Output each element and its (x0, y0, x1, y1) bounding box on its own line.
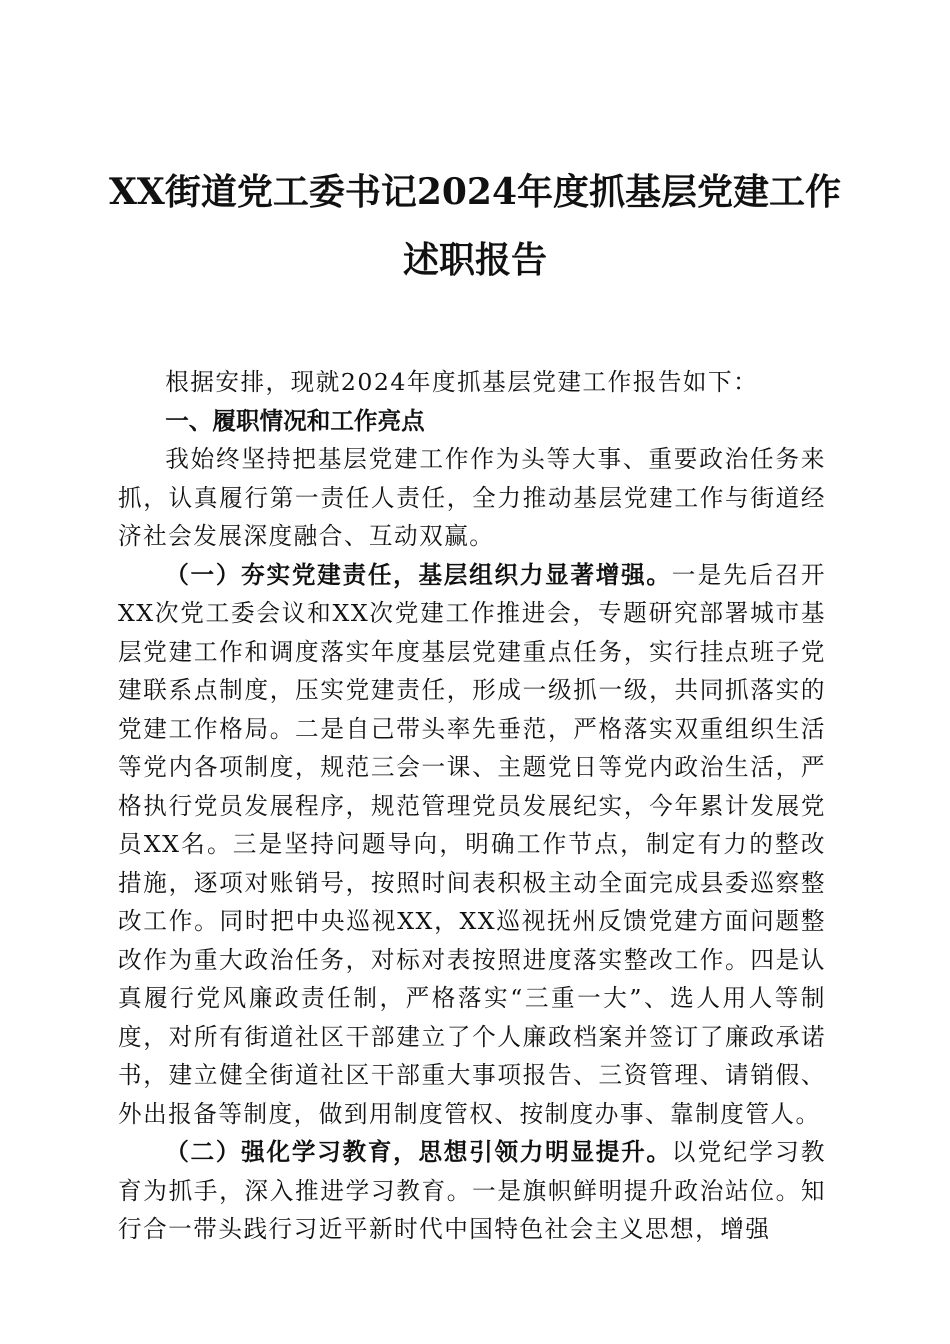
intro-paragraph: 根据安排，现就2024年度抓基层党建工作报告如下： (165, 368, 759, 396)
section-heading: 一、履职情况和工作亮点 (165, 406, 425, 435)
section-paragraph: 我始终坚持把基层党建工作作为头等大事、重要政治任务来抓，认真履行第一责任人责任，全力推动基层党建工作与街道经济社会发展深度融合、互动双赢。 (118, 445, 826, 550)
document-body (118, 363, 826, 1249)
subsection-1-paragraph (118, 556, 826, 1134)
subsection-2-body: 以党纪学习教育为抓手，深入推进学习教育。一是旗帜鲜明提升政治站位。知行合一带头践行习近平新时代中国特色社会主义思想，增强 (118, 1138, 827, 1243)
subsection-2-heading: （二）强化学习教育，思想引领力明显提升。 (165, 1138, 672, 1166)
subsection-2-paragraph (118, 1133, 826, 1249)
document-title-line1: XX街道党工委书记2024年度抓基层党建工作 (108, 171, 842, 213)
subsection-1-heading: （一）夯实党建责任，基层组织力显著增强。 (165, 560, 672, 589)
document-title-line2: 述职报告 (402, 239, 547, 281)
subsection-1-body: 一是先后召开XX次党工委会议和XX次党建工作推进会，专题研究部署城市基层党建工作和调度落实年度基层党建重点任务，实行挂点班子党建联系点制度，压实党建责任，形成一级抓一级，共同抓落实的党建工作格局。二是自己带头率先垂范，严格落实双重组织生活等党内各项制度，规范三会一课、主题党日等党内政治生活，严格执行党员发展程序，规范管理党员发展纪实，今年累计发展党员XX名。三是坚持问题导向，明确工作节点，制定有力的整改措施，逐项对账销号，按照时间表积极主动全面完成县委巡察整改工作。同时把中央巡视XX，XX巡视抚州反馈党建方面问题整改作为重大政治任务，对标对表按照进度落实整改工作。四是认真履行党风廉政责任制，严格落实“三重一大”、选人用人等制度，对所有街道社区干部建立了个人廉政档案并签订了廉政承诺书，建立健全街道社区干部重大事项报告、三资管理、请销假、外出报备等制度，做到用制度管权、按制度办事、靠制度管人。 (118, 560, 827, 1128)
